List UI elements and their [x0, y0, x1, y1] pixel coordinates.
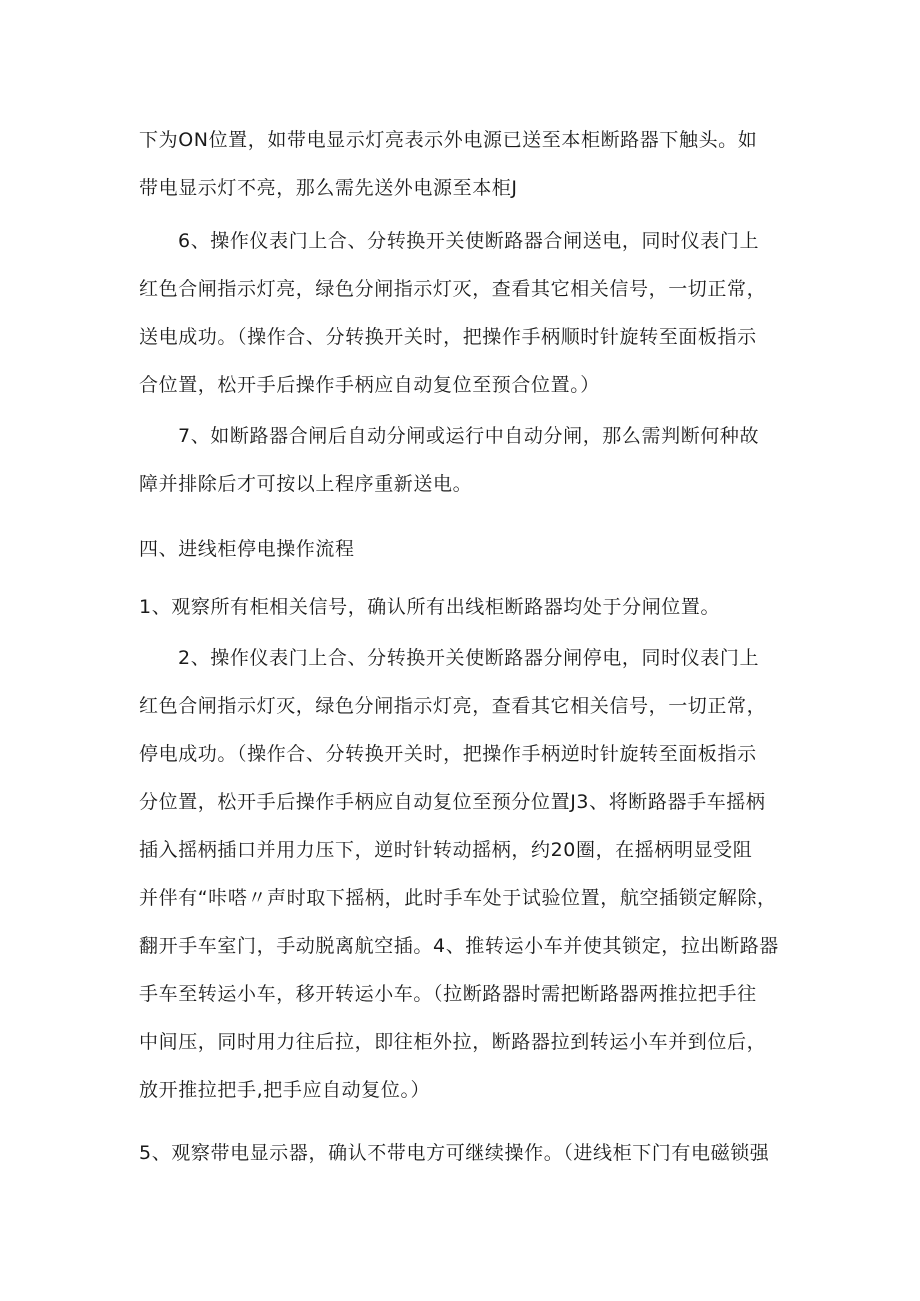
step-3-line-2: 并伴有“咔嗒〃声时取下摇柄，此时手车处于试验位置，航空插锁定解除， [139, 887, 777, 909]
paragraph-7-line-1: 7、如断路器合闸后自动分闸或运行中自动分闸，那么需判断何种故 [178, 425, 760, 447]
section-heading: 四、进线柜停电操作流程 [139, 538, 355, 560]
paragraph-6-line-1: 6、操作仪表门上合、分转换开关使断路器合闸送电，同时仪表门上 [178, 230, 760, 252]
paragraph-7-line-2: 障并排除后才可按以上程序重新送电。 [139, 473, 473, 495]
step-2-line-1: 2、操作仪表门上合、分转换开关使断路器分闸停电，同时仪表门上 [178, 647, 760, 669]
step-2-line-3: 停电成功。（操作合、分转换开关时，把操作手柄逆时针旋转至面板指示 [139, 743, 757, 765]
step-4-line-1: 手车至转运小车，移开转运小车。（拉断路器时需把断路器两推拉把手往 [139, 983, 757, 1005]
step-3-line-1: 插入摇柄插口并用力压下，逆时针转动摇柄，约20圈，在摇柄明显受阻 [139, 839, 753, 861]
step-3-line-3: 翻开手车室门，手动脱离航空插。4、推转运小车并使其锁定，拉出断路器 [139, 935, 779, 957]
paragraph-6-line-3: 送电成功。（操作合、分转换开关时，把操作手柄顺时针旋转至面板指示 [139, 326, 757, 348]
step-4-line-2: 中间压，同时用力往后拉，即往柜外拉，断路器拉到转运小车并到位后， [139, 1031, 767, 1053]
text-line-2: 带电显示灯不亮，那么需先送外电源至本柜J [139, 177, 518, 199]
step-5-line-1: 5、观察带电显示器，确认不带电方可继续操作。（进线柜下门有电磁锁强 [139, 1142, 770, 1164]
step-1: 1、观察所有柜相关信号，确认所有出线柜断路器均处于分闸位置。 [139, 596, 721, 618]
step-2-line-4: 分位置，松开手后操作手柄应自动复位至预分位置J3、将断路器手车摇柄 [139, 791, 766, 813]
step-4-line-3: 放开推拉把手,把手应自动复位。） [139, 1079, 431, 1101]
paragraph-6-line-2: 红色合闸指示灯亮，绿色分闸指示灯灭，查看其它相关信号，一切正常， [139, 278, 767, 300]
step-2-line-2: 红色合闸指示灯灭，绿色分闸指示灯亮，查看其它相关信号，一切正常， [139, 695, 767, 717]
paragraph-6-line-4: 合位置，松开手后操作手柄应自动复位至预合位置。） [139, 374, 600, 396]
text-line-1: 下为ON位置，如带电显示灯亮表示外电源已送至本柜断路器下触头。如 [139, 129, 758, 151]
